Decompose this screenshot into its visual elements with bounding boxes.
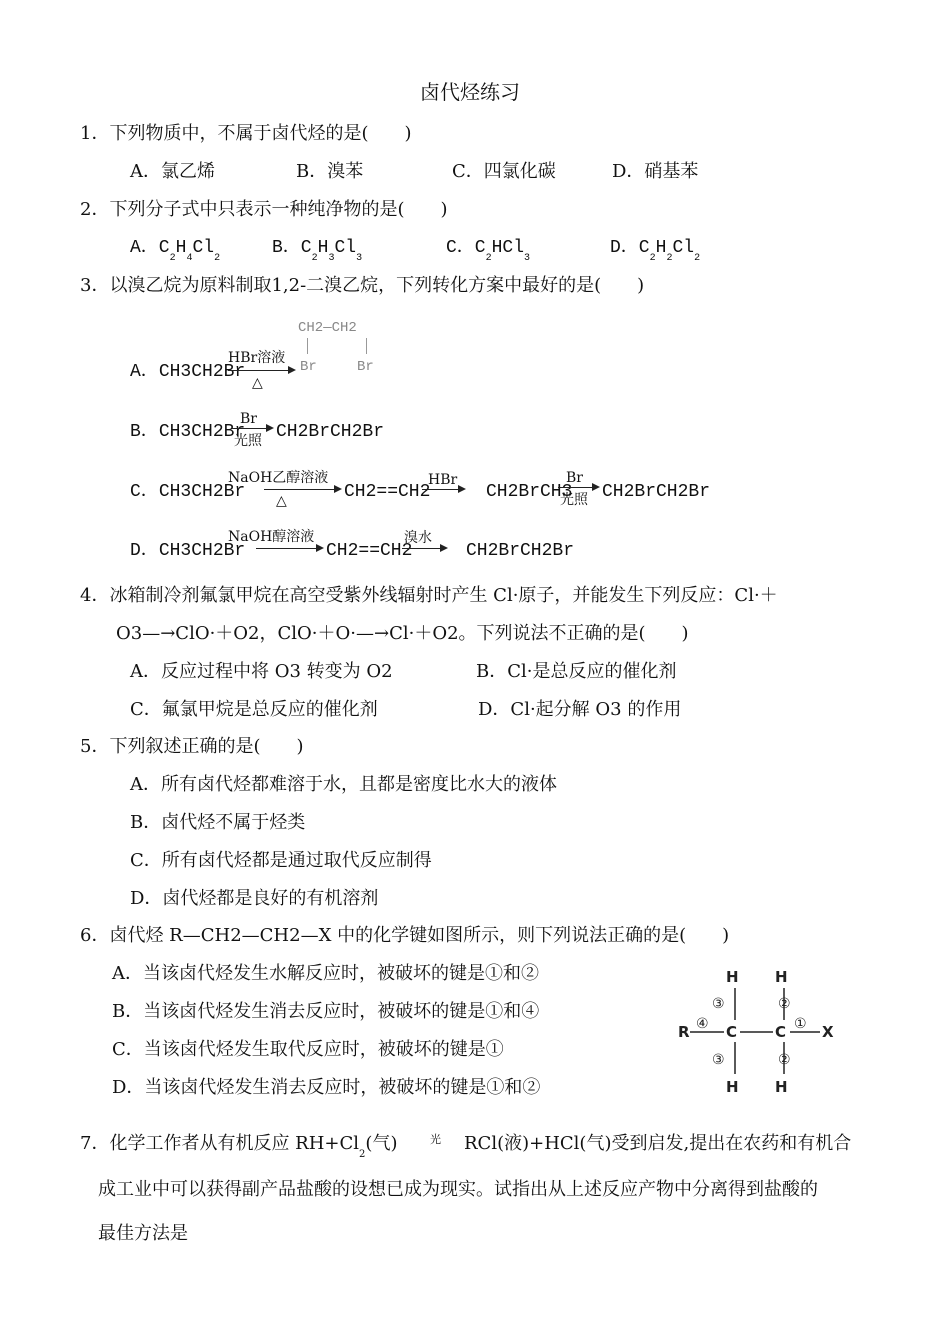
q3-a-arrow [228,370,294,371]
q6-option-a: A．当该卤代烃发生水解反应时，被破坏的键是①和② [112,963,539,984]
bond-3-top: ③ [712,996,725,1012]
q3-a-reactant: A．CH3CH2Br [130,362,246,382]
q3-c-light: 光照 [560,492,588,508]
q3-c-arrow-1 [264,489,340,490]
q1-option-c: C．四氯化碳 [452,161,556,182]
h-bottom-left: H [726,1078,739,1096]
page-title: 卤代烃练习 [420,80,520,104]
q5-option-d: D．卤代烃都是良好的有机溶剂 [130,888,379,909]
q7-line-2: 成工业中可以获得副产品盐酸的设想已成为现实。试指出从上述反应产物中分离得到盐酸的 [98,1179,818,1200]
h-top-right: H [775,968,788,986]
q6-option-b: B．当该卤代烃发生消去反应时，被破坏的键是①和④ [112,1001,540,1022]
q3-c-condition-1: NaOH乙醇溶液 [228,470,329,486]
q3-d-condition-1: NaOH醇溶液 [228,529,315,545]
q3-b-condition: Br [240,411,257,427]
q1-option-d: D．硝基苯 [612,161,699,182]
q5-stem: 5．下列叙述正确的是( ) [80,736,304,757]
q3-stem: 3．以溴乙烷为原料制取1,2-二溴乙烷，下列转化方案中最好的是( ) [80,275,645,296]
q7-line-1-cont: RCl(液)+HCl(气)受到启发,提出在农药和有机合 [464,1133,852,1154]
q3-d-arrow-2 [402,548,446,549]
bond-1: ① [794,1016,807,1032]
q2-option-c: C．$C_2HCl_3$ [446,238,531,264]
q3-c-bromoethane: CH2BrCH3 [486,482,573,502]
q3-a-br1: Br [300,359,317,375]
q4-option-d: D．Cl·起分解 O3 的作用 [478,699,682,720]
bond-4: ④ [696,1016,709,1032]
q3-c-ethene: CH2==CH2 [344,482,431,502]
q3-c-arrow-3 [558,487,598,488]
q1-stem: 1．下列物质中，不属于卤代烃的是( ) [80,123,412,144]
q3-d-arrow-1 [256,548,322,549]
q3-b-light: 光照 [234,433,262,449]
q3-c-heat: △ [276,493,287,509]
q3-c-condition-3: Br [566,470,583,486]
q1-option-b: B．溴苯 [296,161,364,182]
q3-a-product: CH2—CH2 [298,320,357,336]
q3-b-reactant: B．CH3CH2Br [130,422,246,442]
carbon-left: C [726,1023,738,1041]
q5-option-c: C．所有卤代烃都是通过取代反应制得 [130,850,432,871]
q3-b-product: CH2BrCH2Br [276,422,385,442]
q3-c-reactant: C．CH3CH2Br [130,482,246,502]
q2-option-b: B．$C_2H_3Cl_3$ [272,238,363,264]
q4-option-c: C．氟氯甲烷是总反应的催化剂 [130,699,378,720]
bond-2-bottom: ② [778,1052,791,1068]
q2-option-d: D．$C_2H_2Cl_2$ [610,238,701,264]
q3-d-product: CH2BrCH2Br [466,541,575,561]
q3-a-br2: Br [357,359,374,375]
q3-d-ethene: CH2==CH2 [326,541,413,561]
h-bottom-right: H [775,1078,788,1096]
q7-light-condition: 光 [430,1133,441,1146]
x-group: X [822,1023,834,1041]
q3-a-heat: △ [252,375,263,391]
q3-c-product: CH2BrCH2Br [602,482,711,502]
q7-line-3: 最佳方法是 [98,1223,188,1244]
q2-option-a: A．$C_2H_4Cl_2$ [130,238,221,264]
q3-d-reactant: D．CH3CH2Br [130,541,246,561]
q3-d-condition-2: 溴水 [404,530,432,546]
bond-2-top: ② [778,996,791,1012]
q3-b-arrow [232,428,272,429]
q3-c-condition-2: HBr [428,472,458,488]
q3-a-bond-2 [366,338,367,354]
q4-line-1: 4．冰箱制冷剂氟氯甲烷在高空受紫外线辐射时产生 Cl·原子，并能发生下列反应：Cl·＋ [80,585,778,606]
q3-a-bond-1 [307,338,308,354]
bond-diagram [670,960,850,1100]
bond-3-bottom: ③ [712,1052,725,1068]
q6-option-c: C．当该卤代烃发生取代反应时，被破坏的键是① [112,1039,504,1060]
carbon-right: C [775,1023,787,1041]
q3-a-condition: HBr溶液 [228,350,286,366]
q6-option-d: D．当该卤代烃发生消去反应时，被破坏的键是①和② [112,1077,541,1098]
q4-option-a: A．反应过程中将 O3 转变为 O2 [130,661,393,682]
q5-option-a: A．所有卤代烃都难溶于水，且都是密度比水大的液体 [130,774,557,795]
q6-stem: 6．卤代烃 R—CH2—CH2—X 中的化学键如图所示，则下列说法正确的是( ) [80,925,730,946]
q4-line-2: O3—→ClO·＋O2，ClO·＋O·—→Cl·＋O2。下列说法不正确的是( ) [116,623,689,644]
q1-option-a: A．氯乙烯 [130,161,215,182]
r-group: R [678,1023,690,1041]
q4-option-b: B．Cl·是总反应的催化剂 [476,661,677,682]
q2-stem: 2．下列分子式中只表示一种纯净物的是( ) [80,199,448,220]
q3-c-arrow-2 [422,489,464,490]
q7-line-1: 7．化学工作者从有机反应 $RH+Cl_2$(气) [80,1133,398,1160]
q5-option-b: B．卤代烃不属于烃类 [130,812,306,833]
h-top-left: H [726,968,739,986]
